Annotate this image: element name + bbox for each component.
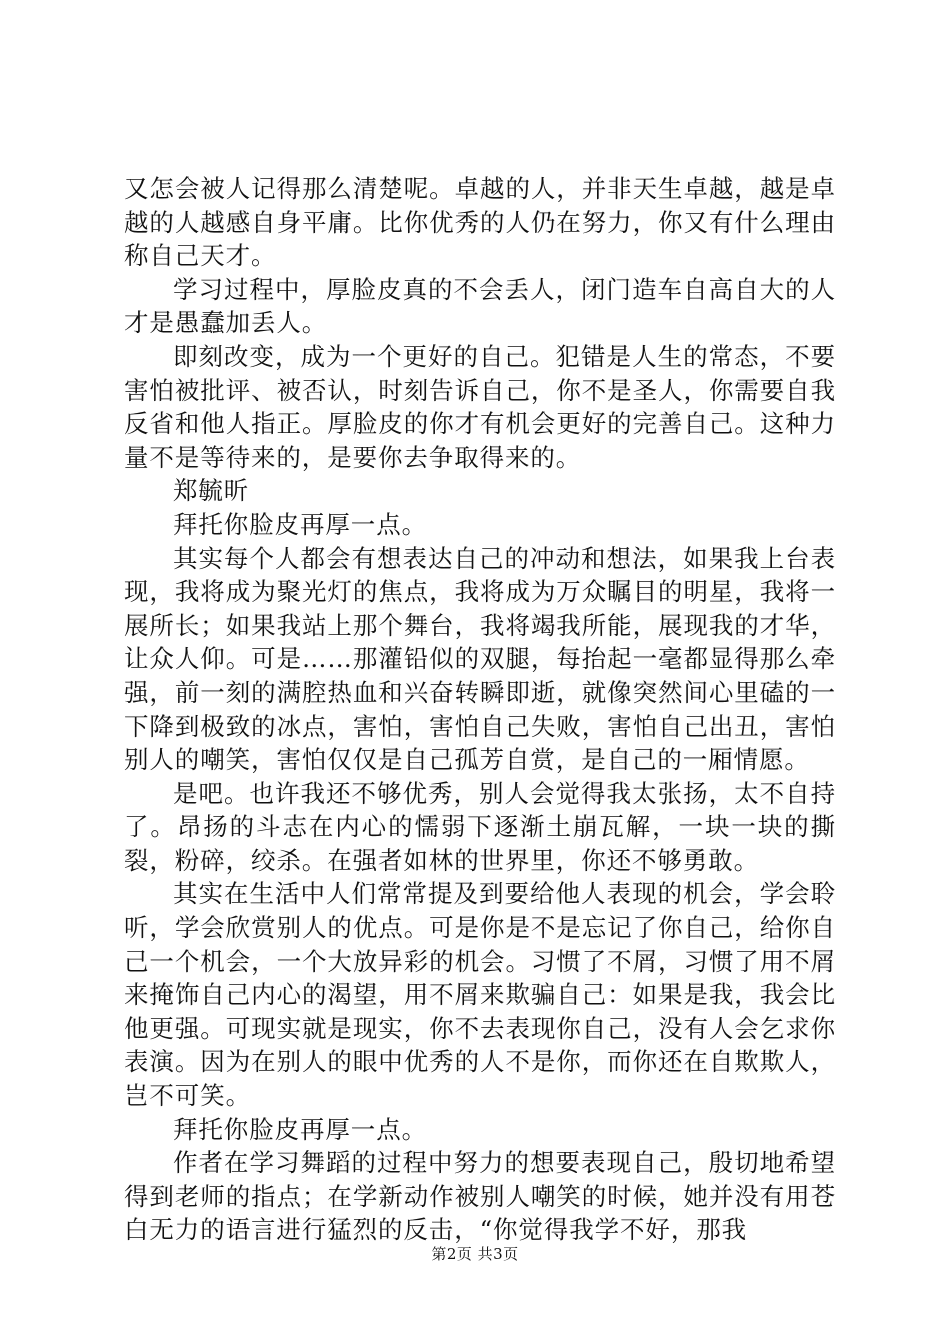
paragraph: 学习过程中，厚脸皮真的不会丢人，闭门造车自高自大的人才是愚蠢加丢人。	[124, 274, 836, 338]
paragraph: 拜托你脸皮再厚一点。	[173, 1114, 427, 1144]
page-number-footer: 第2页 共3页	[431, 1245, 519, 1263]
author-name: 郑毓昕	[173, 476, 250, 506]
paragraph: 其实每个人都会有想表达自己的冲动和想法，如果我上台表现，我将成为聚光灯的焦点，我将成为万众瞩目的明星，我将一展所长；如果我站上那个舞台，我将竭我所能，展现我的才华，让众人仰。可是……那灌铅似的双腿，每抬起一毫都显得那么牵强，前一刻的满腔热血和兴奋转瞬即逝，就像突然间心里磕的一下降到极致的冰点，害怕，害怕自己失败，害怕自己出丑，害怕别人的嘲笑，害怕仅仅是自己孤芳自赏，是自己的一厢情愿。	[124, 543, 836, 775]
essay-title: 拜托你脸皮再厚一点。	[173, 509, 427, 539]
paragraph: 即刻改变，成为一个更好的自己。犯错是人生的常态，不要害怕被批评、被否认，时刻告诉自己，你不是圣人，你需要自我反省和他人指正。厚脸皮的你才有机会更好的完善自己。这种力量不是等待来的，是要你去争取得来的。	[124, 341, 836, 472]
paragraph: 又怎会被人记得那么清楚呢。卓越的人，并非天生卓越，越是卓越的人越感自身平庸。比你优秀的人仍在努力，你又有什么理由称自己天才。	[124, 174, 836, 271]
paragraph: 作者在学习舞蹈的过程中努力的想要表现自己，殷切地希望得到老师的指点；在学新动作被别人嘲笑的时候，她并没有用苍白无力的语言进行猛烈的反击，“你觉得我学不好，那我	[124, 1148, 836, 1245]
document-body	[124, 172, 836, 1247]
paragraph: 是吧。也许我还不够优秀，别人会觉得我太张扬，太不自持了。昂扬的斗志在内心的懦弱下逐渐土崩瓦解，一块一块的撕裂，粉碎，绞杀。在强者如林的世界里，你还不够勇敢。	[124, 778, 836, 875]
paragraph: 其实在生活中人们常常提及到要给他人表现的机会，学会聆听，学会欣赏别人的优点。可是你是不是忘记了你自己，给你自己一个机会，一个大放异彩的机会。习惯了不屑，习惯了用不屑来掩饰自己内心的渴望，用不屑来欺骗自己：如果是我，我会比他更强。可现实就是现实，你不去表现你自己，没有人会乞求你表演。因为在别人的眼中优秀的人不是你，而你还在自欺欺人，岂不可笑。	[124, 879, 836, 1111]
